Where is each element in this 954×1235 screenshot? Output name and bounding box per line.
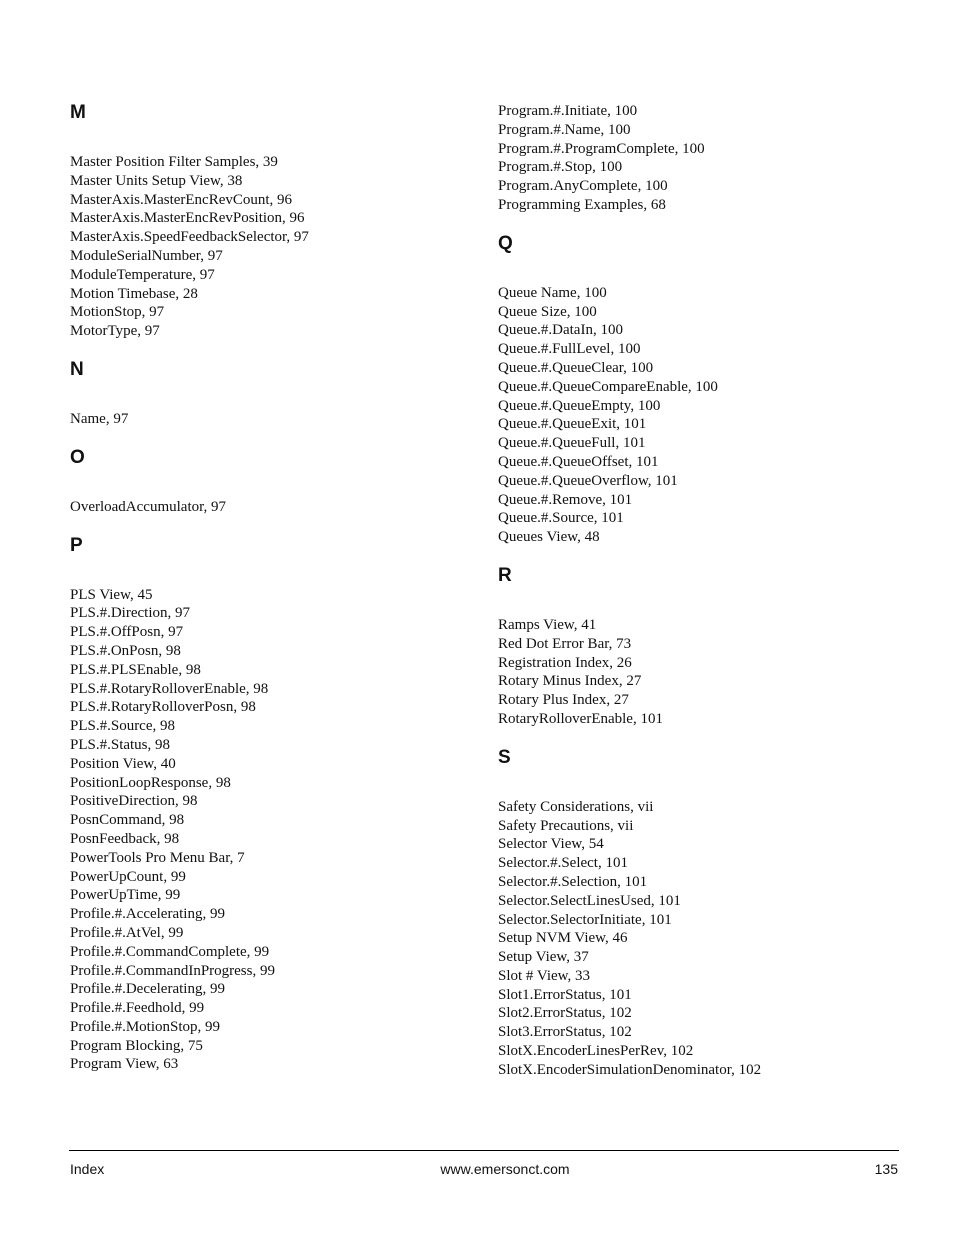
index-entry: PLS.#.RotaryRolloverPosn, 98 [70,699,256,716]
index-entry: MasterAxis.SpeedFeedbackSelector, 97 [70,229,309,246]
index-entry: PowerTools Pro Menu Bar, 7 [70,849,245,866]
entry-list [70,410,480,429]
index-section-q [498,233,918,547]
index-section-r [498,565,918,729]
index-entry: Programming Examples, 68 [498,196,666,213]
index-entry: Program.#.ProgramComplete, 100 [498,140,705,157]
index-section-o [70,447,480,517]
index-column-right [498,102,918,1080]
index-entry: Profile.#.Feedhold, 99 [70,1000,205,1017]
index-entry: Slot3.ErrorStatus, 102 [498,1024,632,1041]
entry-list [70,498,480,517]
index-entry: Ramps View, 41 [498,616,597,633]
index-entry: Selector View, 54 [498,836,604,853]
index-column-left [70,102,480,1074]
index-entry: Program View, 63 [70,1056,179,1073]
index-entry: Queue.#.QueueOffset, 101 [498,453,659,470]
index-entry: OverloadAccumulator, 97 [70,498,227,515]
index-entry: Selector.SelectLinesUsed, 101 [498,892,681,909]
index-entry: Safety Precautions, vii [498,817,634,834]
index-entry: Master Position Filter Samples, 39 [70,154,278,170]
index-entry: Profile.#.Decelerating, 99 [70,981,225,998]
entry-list [70,153,480,341]
index-section-s [498,747,918,1080]
index-entry: Selector.SelectorInitiate, 101 [498,911,672,928]
right-sections [498,233,918,1080]
index-entry: Setup NVM View, 46 [498,930,628,947]
index-entry: PLS.#.Direction, 97 [70,605,190,622]
entry-list [498,798,918,1080]
index-entry: Queue.#.DataIn, 100 [498,322,623,339]
index-entry: PLS.#.Source, 98 [70,718,175,735]
index-entry: PLS.#.PLSEnable, 98 [70,661,201,678]
index-section-p [70,535,480,1075]
index-entry: Program.#.Initiate, 100 [498,103,638,119]
index-entry: Profile.#.AtVel, 99 [70,924,184,941]
index-entry: Queues View, 48 [498,529,600,546]
index-entry: Profile.#.Accelerating, 99 [70,906,225,923]
index-entry: Queue Name, 100 [498,284,607,301]
index-entry: Profile.#.CommandComplete, 99 [70,943,270,960]
section-letter: R [498,564,512,586]
index-entry: Slot1.ErrorStatus, 101 [498,986,632,1003]
index-entry: ModuleTemperature, 97 [70,266,215,283]
index-entry: Program Blocking, 75 [70,1037,203,1054]
index-entry: Slot # View, 33 [498,967,591,984]
entry-list [70,586,480,1075]
entry-list [498,616,918,729]
index-entry: Queue Size, 100 [498,303,597,320]
section-letter: O [70,446,85,468]
footer-divider [69,1150,899,1151]
section-letter: M [70,102,86,123]
index-entry: Profile.#.MotionStop, 99 [70,1018,221,1035]
index-entry: Rotary Minus Index, 27 [498,673,642,690]
index-entry: Red Dot Error Bar, 73 [498,635,632,652]
index-entry: Queue.#.FullLevel, 100 [498,341,641,358]
index-entry: Program.#.Name, 100 [498,121,631,138]
section-letter: P [70,534,83,556]
index-entry: Program.#.Stop, 100 [498,159,623,176]
index-entry: PositionLoopResponse, 98 [70,774,231,791]
index-entry: Master Units Setup View, 38 [70,172,243,189]
index-section-m [70,102,480,341]
index-entry: PLS.#.Status, 98 [70,736,171,753]
continued-entry-list [498,102,918,215]
index-entry: ModuleSerialNumber, 97 [70,247,223,264]
index-entry: PLS.#.OffPosn, 97 [70,624,184,641]
index-entry: PLS.#.RotaryRolloverEnable, 98 [70,680,269,697]
footer-website: www.emersonct.com [440,1161,570,1177]
index-entry: Queue.#.Source, 101 [498,510,624,527]
index-entry: PositiveDirection, 98 [70,793,198,810]
index-entry: MotionStop, 97 [70,304,165,321]
index-entry: SlotX.EncoderSimulationDenominator, 102 [498,1061,762,1078]
index-entry: PowerUpCount, 99 [70,868,186,885]
index-entry: PowerUpTime, 99 [70,887,181,904]
index-entry: Queue.#.Remove, 101 [498,491,633,508]
index-entry: Safety Considerations, vii [498,798,654,815]
index-entry: Profile.#.CommandInProgress, 99 [70,962,275,979]
index-entry: PLS View, 45 [70,586,153,603]
index-entry: MasterAxis.MasterEncRevCount, 96 [70,191,293,208]
index-entry: Name, 97 [70,410,129,427]
index-entry: Rotary Plus Index, 27 [498,692,629,709]
index-entry: Registration Index, 26 [498,654,632,671]
index-entry: PosnCommand, 98 [70,812,185,829]
footer-page-number: 135 [874,1161,898,1177]
index-entry: PLS.#.OnPosn, 98 [70,642,181,659]
section-letter: Q [498,232,513,254]
index-entry: SlotX.EncoderLinesPerRev, 102 [498,1043,694,1060]
index-entry: Selector.#.Selection, 101 [498,873,648,890]
index-section-n [70,359,480,429]
section-letter: S [498,746,511,768]
index-entry: Queue.#.QueueOverflow, 101 [498,472,678,489]
entry-list [498,284,918,547]
index-entry: RotaryRolloverEnable, 101 [498,710,663,727]
index-entry: Queue.#.QueueClear, 100 [498,359,654,376]
index-entry: Program.AnyComplete, 100 [498,178,668,195]
index-entry: Queue.#.QueueEmpty, 100 [498,397,661,414]
index-entry: PosnFeedback, 98 [70,830,180,847]
index-entry: Setup View, 37 [498,949,589,966]
index-entry: Motion Timebase, 28 [70,285,198,302]
section-letter: N [70,358,84,380]
index-entry: Position View, 40 [70,755,176,772]
index-entry: Selector.#.Select, 101 [498,855,628,872]
index-entry: Queue.#.QueueFull, 101 [498,435,646,452]
index-entry: MotorType, 97 [70,323,160,340]
index-entry: Queue.#.QueueCompareEnable, 100 [498,378,718,395]
index-entry: Queue.#.QueueExit, 101 [498,416,647,433]
index-entry: MasterAxis.MasterEncRevPosition, 96 [70,210,305,227]
footer-section-label: Index [70,1161,105,1177]
index-entry: Slot2.ErrorStatus, 102 [498,1005,632,1022]
